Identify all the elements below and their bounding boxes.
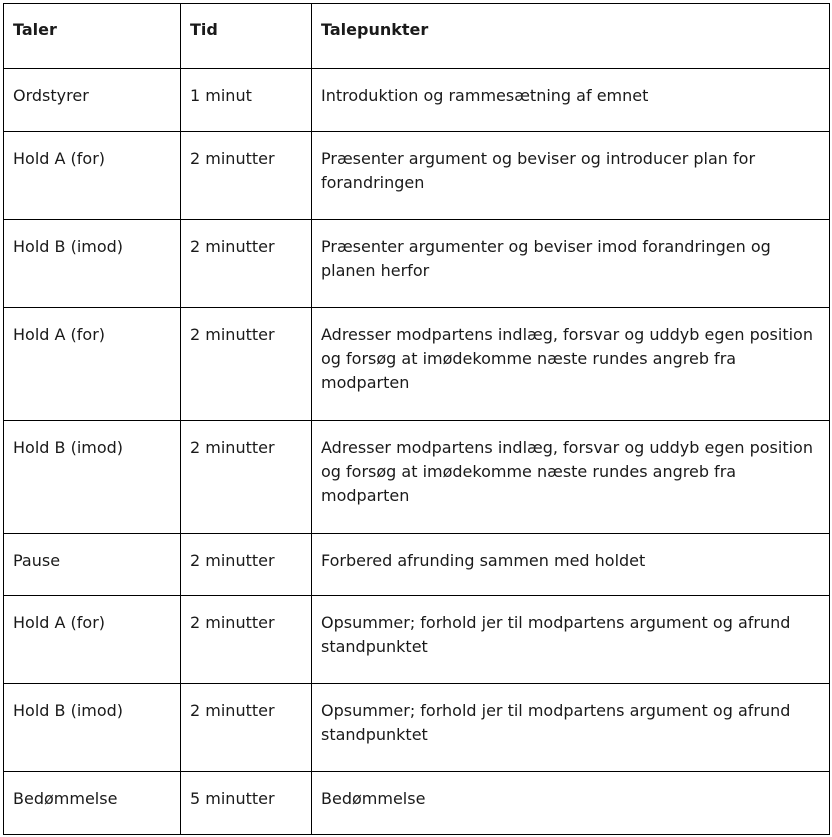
header-talking-points: Talepunkter (312, 4, 830, 69)
time-cell: 2 minutter (181, 596, 312, 684)
speaker-cell: Hold B (imod) (4, 421, 181, 534)
table-row (4, 69, 830, 132)
speaker-cell: Ordstyrer (4, 69, 181, 132)
speaker-cell: Hold A (for) (4, 132, 181, 220)
time-cell: 2 minutter (181, 220, 312, 308)
table-row (4, 421, 830, 534)
table-row (4, 132, 830, 220)
talking-points-cell: Opsummer; forhold jer til modpartens argument og afrund standpunktet (312, 684, 830, 772)
time-cell: 2 minutter (181, 308, 312, 421)
talking-points-cell: Adresser modpartens indlæg, forsvar og uddyb egen position og forsøg at imødekomme næste rundes angreb fra modparten (312, 421, 830, 534)
time-cell: 5 minutter (181, 772, 312, 835)
time-cell: 1 minut (181, 69, 312, 132)
table-row (4, 220, 830, 308)
table-row (4, 308, 830, 421)
time-cell: 2 minutter (181, 421, 312, 534)
time-cell: 2 minutter (181, 534, 312, 596)
table-header-row (4, 4, 830, 69)
debate-schedule-document (3, 3, 830, 835)
talking-points-cell: Bedømmelse (312, 772, 830, 835)
table-row (4, 684, 830, 772)
talking-points-cell: Opsummer; forhold jer til modpartens argument og afrund standpunktet (312, 596, 830, 684)
speaker-cell: Bedømmelse (4, 772, 181, 835)
talking-points-cell: Præsenter argument og beviser og introducer plan for forandringen (312, 132, 830, 220)
time-cell: 2 minutter (181, 684, 312, 772)
talking-points-cell: Forbered afrunding sammen med holdet (312, 534, 830, 596)
header-time: Tid (181, 4, 312, 69)
speaker-cell: Hold A (for) (4, 596, 181, 684)
talking-points-cell: Adresser modpartens indlæg, forsvar og uddyb egen position og forsøg at imødekomme næste rundes angreb fra modparten (312, 308, 830, 421)
talking-points-cell: Præsenter argumenter og beviser imod forandringen og planen herfor (312, 220, 830, 308)
table-row (4, 772, 830, 835)
table-row (4, 534, 830, 596)
debate-schedule-table (3, 3, 830, 835)
talking-points-cell: Introduktion og rammesætning af emnet (312, 69, 830, 132)
speaker-cell: Hold B (imod) (4, 220, 181, 308)
table-row (4, 596, 830, 684)
speaker-cell: Pause (4, 534, 181, 596)
header-speaker: Taler (4, 4, 181, 69)
speaker-cell: Hold A (for) (4, 308, 181, 421)
time-cell: 2 minutter (181, 132, 312, 220)
speaker-cell: Hold B (imod) (4, 684, 181, 772)
